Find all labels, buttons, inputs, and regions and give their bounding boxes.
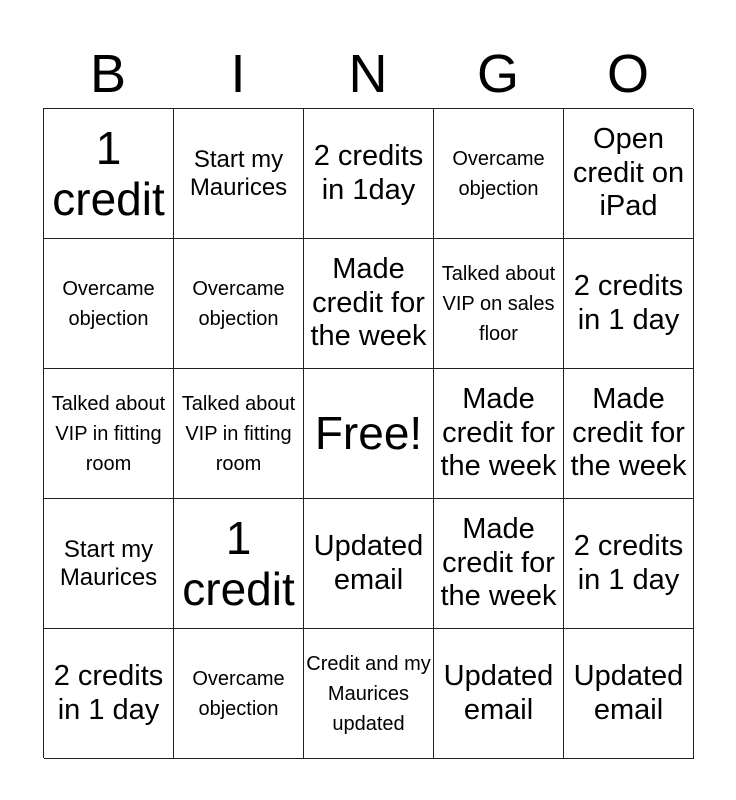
bingo-cell[interactable] — [174, 239, 304, 369]
cell-label: 1 credit — [182, 511, 295, 615]
free-space-label: Free! — [314, 407, 423, 460]
cell-label: 2 credits in 1 day — [573, 529, 684, 596]
bingo-cell[interactable] — [564, 239, 694, 369]
cell-label: 2 credits in 1day — [313, 139, 424, 206]
cell-label: Overcame objection — [62, 277, 155, 330]
cell-label: Talked about VIP on sales floor — [441, 262, 556, 345]
bingo-cell[interactable] — [434, 239, 564, 369]
header-letter-i: I — [230, 44, 246, 104]
bingo-cell[interactable] — [174, 369, 304, 499]
cell-label: Made credit for the week — [440, 513, 557, 613]
bingo-cell[interactable] — [304, 239, 434, 369]
cell-label: Overcame objection — [192, 667, 285, 720]
cell-label: Talked about VIP in fitting room — [181, 392, 296, 475]
bingo-cell[interactable] — [564, 369, 694, 499]
cell-label: Open credit on iPad — [572, 123, 685, 223]
bingo-cell[interactable] — [174, 499, 304, 629]
header-letter-o: O — [606, 44, 649, 104]
bingo-cell[interactable] — [564, 499, 694, 629]
cell-label: Updated email — [573, 659, 684, 726]
bingo-cell[interactable] — [44, 109, 174, 239]
bingo-cell[interactable] — [304, 629, 434, 759]
bingo-cell[interactable] — [434, 629, 564, 759]
cell-label: Credit and my Maurices updated — [306, 652, 431, 735]
bingo-cell[interactable] — [174, 629, 304, 759]
bingo-cell[interactable] — [304, 109, 434, 239]
cell-label: Made credit for the week — [310, 253, 427, 353]
bingo-cell[interactable] — [564, 629, 694, 759]
bingo-cell[interactable] — [434, 499, 564, 629]
cell-label: Start my Maurices — [59, 535, 158, 591]
bingo-cell[interactable] — [304, 499, 434, 629]
bingo-cell[interactable] — [434, 109, 564, 239]
bingo-cell[interactable] — [44, 369, 174, 499]
cell-label: Overcame objection — [452, 147, 545, 200]
cell-label: Made credit for the week — [570, 383, 687, 483]
free-space-cell[interactable] — [304, 369, 434, 499]
header-letter-b: B — [89, 44, 127, 104]
bingo-board — [43, 108, 693, 758]
cell-label: 1 credit — [52, 121, 165, 225]
cell-label: 2 credits in 1 day — [573, 269, 684, 336]
cell-label: Updated email — [313, 529, 424, 596]
bingo-cell[interactable] — [174, 109, 304, 239]
cell-label: Talked about VIP in fitting room — [51, 392, 166, 475]
header-letter-g: G — [476, 44, 519, 104]
cell-label: Updated email — [443, 659, 554, 726]
cell-label: 2 credits in 1 day — [53, 659, 164, 726]
bingo-cell[interactable] — [434, 369, 564, 499]
bingo-header — [43, 40, 693, 108]
cell-label: Start my Maurices — [189, 145, 288, 201]
bingo-cell[interactable] — [44, 499, 174, 629]
header-letter-n: N — [348, 44, 388, 104]
bingo-cell[interactable] — [44, 239, 174, 369]
cell-label: Overcame objection — [192, 277, 285, 330]
cell-label: Made credit for the week — [440, 383, 557, 483]
bingo-cell[interactable] — [564, 109, 694, 239]
bingo-cell[interactable] — [44, 629, 174, 759]
